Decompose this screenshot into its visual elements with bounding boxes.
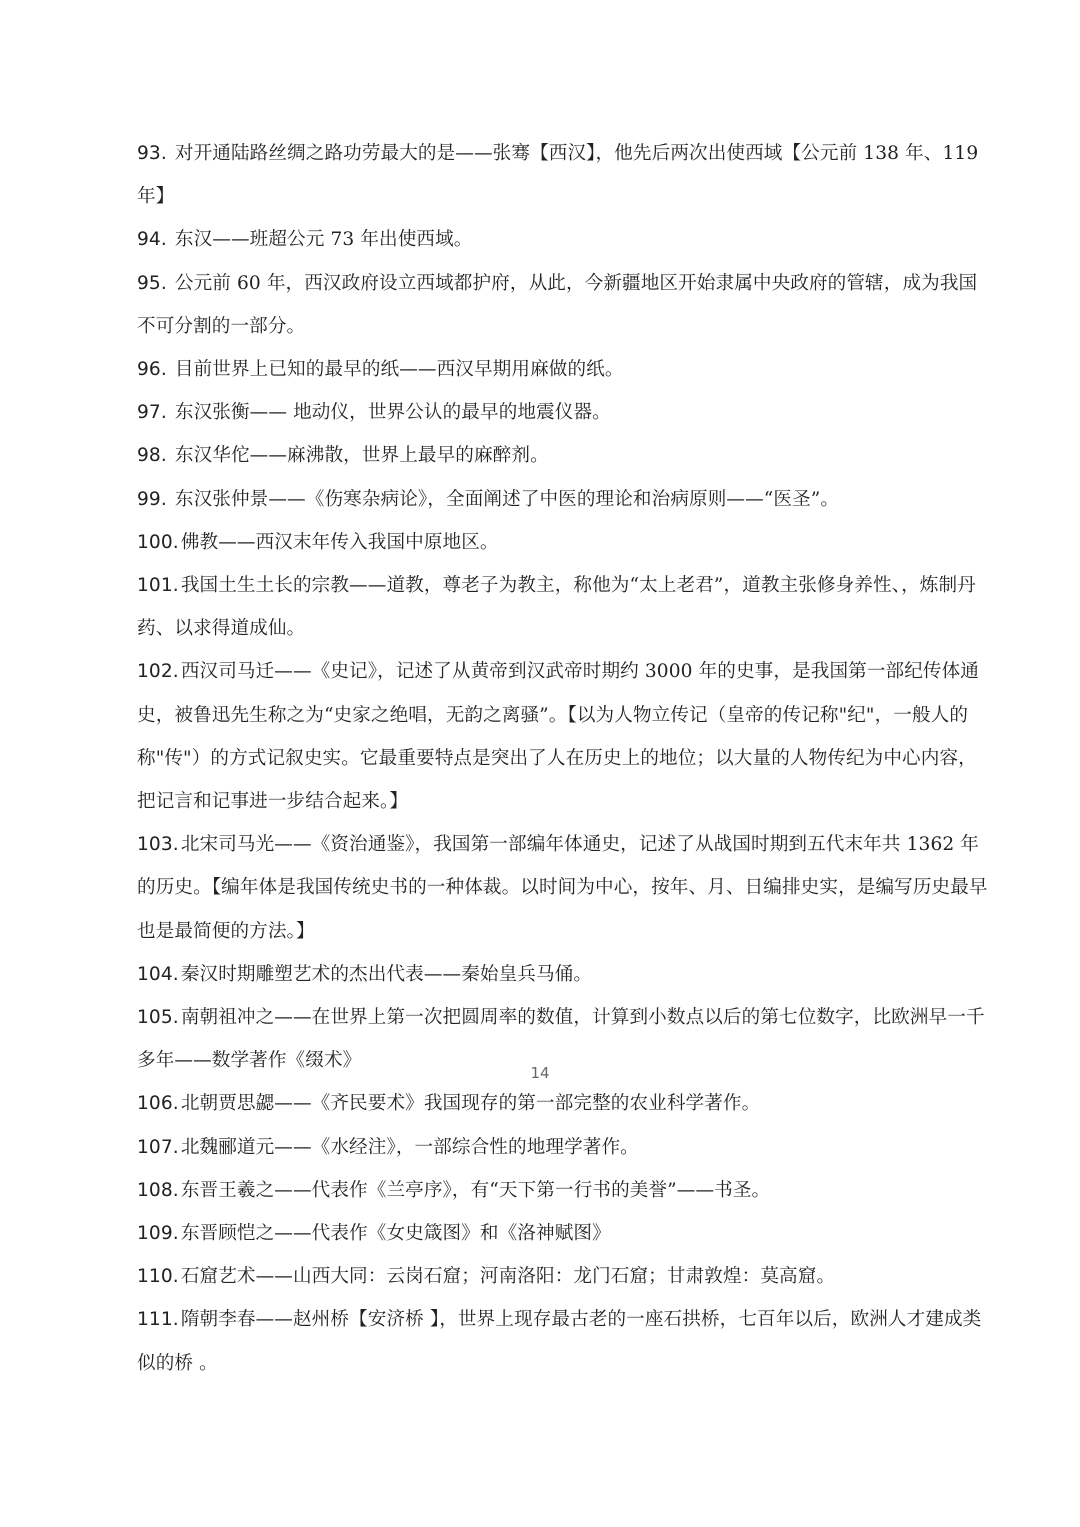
list-item-104: [137, 953, 993, 996]
item-text: 东汉华佗——麻沸散，世界上最早的麻醉剂。: [174, 445, 549, 467]
list-item-93: [137, 132, 993, 218]
item-text: 公元前 60 年，西汉政府设立西域都护府，从此，今新疆地区开始隶属中央政府的管辖，成为我国不可分割的一部分。: [137, 272, 978, 337]
item-number: 108.: [137, 1179, 179, 1201]
page-number: 14: [530, 1064, 550, 1082]
item-text: 东汉张仲景——《伤寒杂病论》，全面阐述了中医的理论和治病原则——“医圣”。: [174, 488, 840, 510]
item-number: 96.: [137, 359, 173, 381]
item-number: 103.: [137, 834, 179, 856]
item-text: 佛教——西汉末年传入我国中原地区。: [180, 531, 499, 553]
list-item-98: [137, 434, 993, 477]
list-item-95: [137, 262, 993, 348]
list-item-107: [137, 1126, 993, 1169]
item-text: 我国土生土长的宗教——道教，尊老子为教主，称他为“太上老君”，道教主张修身养性、，炼制丹药、以求得道成仙。: [137, 575, 976, 640]
item-number: 109.: [137, 1223, 179, 1245]
list-item-99: [137, 478, 993, 521]
item-text: 北魏郦道元——《水经注》，一部综合性的地理学著作。: [180, 1136, 639, 1158]
item-number: 99.: [137, 488, 173, 510]
item-number: 98.: [137, 445, 173, 467]
item-text: 秦汉时期雕塑艺术的杰出代表——秦始皇兵马俑。: [180, 963, 593, 985]
item-text: 隋朝李春——赵州桥【安济桥 】，世界上现存最古老的一座石拱桥，七百年以后，欧洲人才建成类似的桥 。: [137, 1309, 982, 1374]
list-item-108: [137, 1169, 993, 1212]
item-text: 东汉——班超公元 73 年出使西域。: [174, 229, 473, 251]
list-item-101: [137, 564, 993, 650]
list-item-100: [137, 521, 993, 564]
document-body: [137, 132, 993, 1385]
item-text: 北朝贾思勰——《齐民要术》我国现存的第一部完整的农业科学著作。: [180, 1093, 761, 1115]
item-text: 北宋司马光——《资治通鉴》，我国第一部编年体通史，记述了从战国时期到五代末年共 1362 年的历史。【编年体是我国传统史书的一种体裁。以时间为中心，按年、月、日编排史实，是编写历史最早也是最简便的方法。】: [137, 834, 988, 942]
item-number: 95.: [137, 272, 173, 294]
item-number: 100.: [137, 531, 179, 553]
item-text: 东汉张衡—— 地动仪，世界公认的最早的地震仪器。: [174, 402, 611, 424]
list-item-106: [137, 1082, 993, 1125]
item-text: 对开通陆路丝绸之路功劳最大的是——张骞【西汉】，他先后两次出使西域【公元前 138 年、119 年】: [137, 143, 979, 208]
list-item-109: [137, 1212, 993, 1255]
item-number: 110.: [137, 1266, 179, 1288]
item-text: 东晋顾恺之——代表作《女史箴图》和《洛神赋图》: [180, 1223, 611, 1245]
list-item-97: [137, 391, 993, 434]
item-number: 101.: [137, 575, 179, 597]
item-number: 105.: [137, 1007, 179, 1029]
list-item-102: [137, 650, 993, 823]
item-number: 102.: [137, 661, 179, 683]
item-number: 97.: [137, 402, 173, 424]
item-text: 西汉司马迁——《史记》，记述了从黄帝到汉武帝时期约 3000 年的史事，是我国第一部纪传体通史，被鲁迅先生称之为“史家之绝唱，无韵之离骚”。【以为人物立传记（皇帝的传记称"纪"，一般人的称"传"）的方式记叙史实。它最重要特点是突出了人在历史上的地位；以大量的人物传纪为中心内容，把记言和记事进一步结合起来。】: [137, 661, 980, 813]
item-number: 104.: [137, 963, 179, 985]
list-item-111: [137, 1298, 993, 1384]
item-number: 93.: [137, 143, 173, 164]
item-number: 94.: [137, 229, 173, 251]
item-number: 111.: [137, 1309, 179, 1331]
list-item-94: [137, 218, 993, 261]
item-text: 目前世界上已知的最早的纸——西汉早期用麻做的纸。: [174, 359, 624, 381]
item-text: 南朝祖冲之——在世界上第一次把圆周率的数值，计算到小数点以后的第七位数字，比欧洲早一千多年——数学著作《缀术》: [137, 1007, 985, 1072]
list-item-110: [137, 1255, 993, 1298]
item-number: 106.: [137, 1093, 179, 1115]
list-item-103: [137, 823, 993, 953]
item-number: 107.: [137, 1136, 179, 1158]
item-text: 石窟艺术——山西大同：云岗石窟；河南洛阳：龙门石窟；甘肃敦煌：莫高窟。: [180, 1266, 836, 1288]
item-text: 东晋王羲之——代表作《兰亭序》，有“天下第一行书的美誉”——书圣。: [180, 1179, 771, 1201]
list-item-96: [137, 348, 993, 391]
